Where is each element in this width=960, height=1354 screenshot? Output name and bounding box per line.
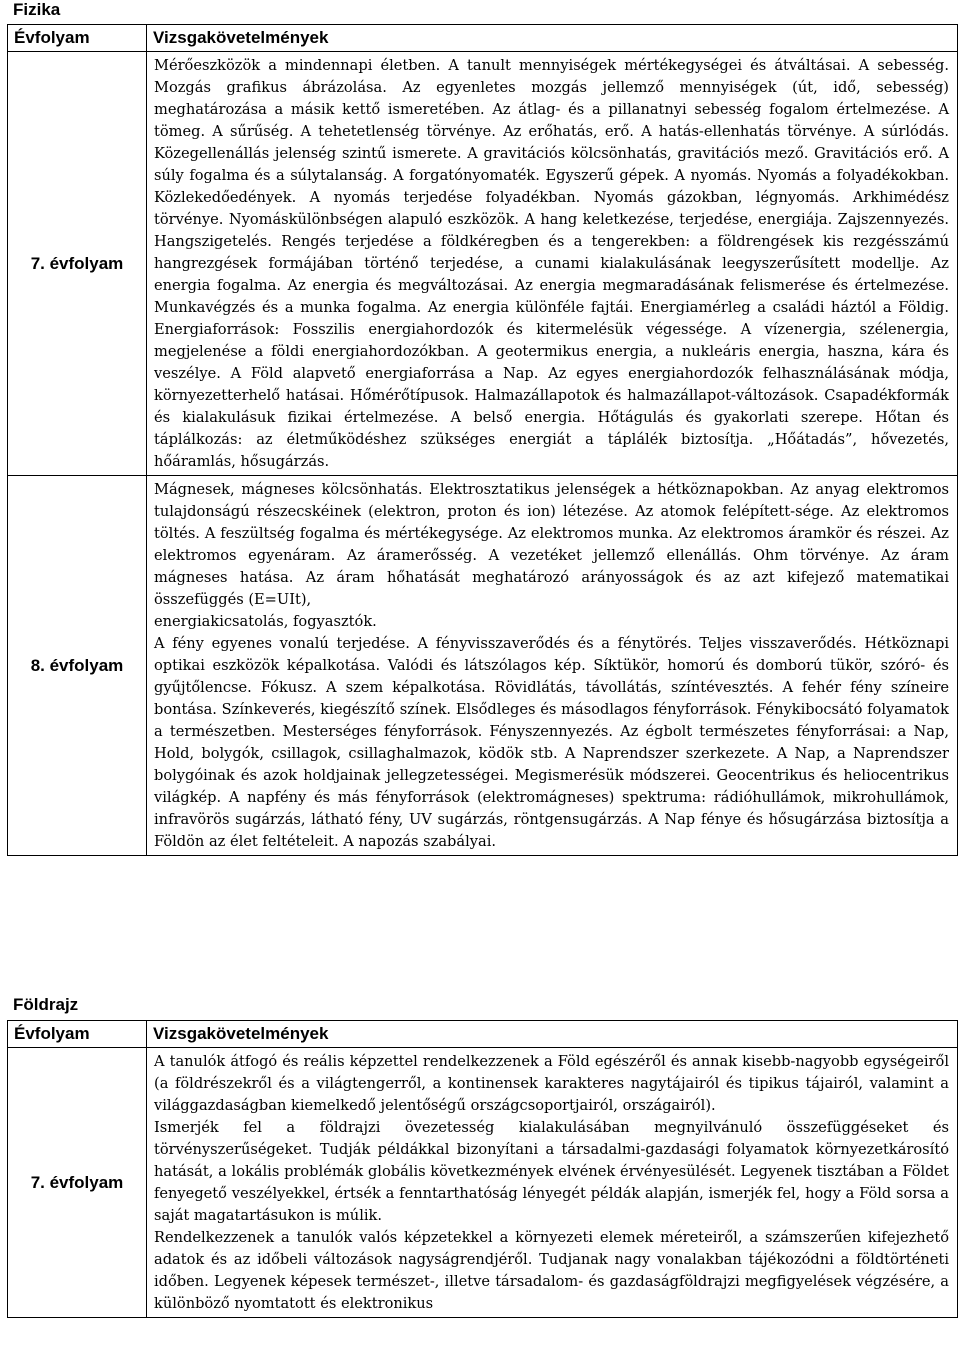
requirements-cell <box>147 476 958 856</box>
table-row <box>8 1048 958 1318</box>
requirements-paragraph: Mérőeszközök a mindennapi életben. A tanult mennyiségek mértékegységei és átváltásai. A sebesség. Mozgás grafikus ábrázolása. Az egyenletes mozgás jellemző mennyiségek (út, idő, sebesség) meghatározása a másik kettő ismeretében. Az átlag- és a pillanatnyi sebesség fogalom értelmezése. A tömeg. A sűrűség. A tehetetlenség törvénye. Az erőhatás, erő. A hatás-ellenhatás törvénye. A súrlódás. Közegellenállás jelenség szintű ismerete. A gravitációs kölcsönhatás, gravitációs mező. Gravitációs erő. A súly fogalma és a súlytalanság. A forgatónyomaték. Egyszerű gépek. A nyomás. Nyomás a folyadékokban. Közlekedőedények. A nyomás terjedése folyadékban. Nyomás gázokban, légnyomás. Arkhimédész törvénye. Nyomáskülönbségen alapuló eszközök. A hang keletkezése, terjedése, energiája. Zajszennyezés. Hangszigetelés. Rengés terjedése a földkéregben és a tengerekben: a földrengések kis rezgésszámú hangrezgések formájában történő terjedése, a cunami kialakulásának leegyszerűsített modellje. Az energia fogalma. Az energia és megváltozásai. Az energia megmaradásának felismerése és értelmezése. Munkavégzés és a munka fogalma. Az energia különféle fajtái. Energiamérleg a családi háztól a Földig. Energiaforrások: Fosszilis energiahordozók és kitermelésük végessége. A vízenergia, szélenergia, megjelenése a földi energiahordozókban. A geotermikus energia, a nukleáris energia, haszna, kára és veszélye. A Föld alapvető energiaforrása a Nap. Az egyes energiahordozók felhasználásának módja, környezetterhelő hatásai. Hőmérőtípusok. Halmazállapotok és halmazállapot-változások. Csapadékformák és kialakulásuk fizikai értelmezése. A belső energia. Hőtágulás és gyakorlati szerepe. Hőtan és táplálkozás: az életműködéshez szükséges energiát a táplálék biztosítja. „Hőátadás”, hővezetés, hőáramlás, hősugárzás. <box>154 57 949 470</box>
header-vizsgakovetelmenyek: Vizsgakövetelmények <box>147 1021 958 1048</box>
section-title-fizika: Fizika <box>13 0 61 19</box>
requirements-paragraph: Ismerjék fel a földrajzi övezetesség kialakulásában megnyilvánuló összefüggéseket és törvényszerűségeket. Tudják példákkal bizonyítani a társadalmi-gazdasági folyamatok környezetkárosító hatását, a lokális problémák globális következmények elvének érvényesülését. Legyenek tisztában a Földet fenyegető veszélyekkel, értsék a fenntarthatóság lényegét példák alapján, ismerjék fel, hogy a Föld sorsa a saját magatartásukon is múlik. <box>154 1119 949 1224</box>
requirements-paragraph: Mágnesek, mágneses kölcsönhatás. Elektrosztatikus jelenségek a hétköznapokban. Az anyag elektromos tulajdonságú részecskéinek (elektron, proton és ion) létezése. Az atomok felépített-sége. Az elektromos töltés. A feszültség fogalma és mértékegysége. Az elektromos munka. Az elektromos áramkör és részei. Az elektromos egyenáram. Az áramerősség. A vezetéket jellemző ellenállás. Ohm törvénye. Az áram mágneses hatása. Az áram hőhatását meghatározó arányosságok és az azt kifejező matematikai összefüggés (E=UIt), <box>154 481 949 608</box>
table-header-row <box>8 25 958 52</box>
requirements-paragraph: Rendelkezzenek a tanulók valós képzetekkel a környezeti elemek méreteiről, a számszerűen kifejezhető adatok és az időbeli változások nagyságrendjéről. Tudjanak nagy vonalakban tájékozódni a földtörténeti időben. Legyenek képesek természet-, illetve társadalom- és gazdaságföldrajzi megfigyelések végzésére, a különböző nyomtatott és elektronikus <box>154 1229 949 1312</box>
table-row <box>8 52 958 476</box>
requirements-cell <box>147 1048 958 1318</box>
requirements-paragraph: energiakicsatolás, fogyasztók. <box>154 613 377 630</box>
fizika-table <box>7 24 958 856</box>
requirements-paragraph: A fény egyenes vonalú terjedése. A fényvisszaverődés és a fénytörés. Teljes visszaverődés. Hétköznapi optikai eszközök képalkotása. Valódi és látszólagos kép. Síktükör, homorú és domború tükör, szóró- és gyűjtőlencse. Fókusz. A szem képalkotása. Rövidlátás, távollátás, színtévesztés. A fehér fény színeire bontása. Színkeverés, kiegészítő színek. Elsődleges és másodlagos fényforrások. Fénykibocsátó folyamatok a természetben. Mesterséges fényforrások. Fényszennyezés. Az égbolt természetes fényforrásai: a Nap, Hold, bolygók, csillagok, csillaghalmazok, ködök stb. A Naprendszer szerkezete. A Nap, a Naprendszer bolygóinak és azok holdjainak jellegzetességei. Megismerésük módszerei. Geocentrikus és heliocentrikus világkép. A napfény és más fényforrások (elektromágneses) spektruma: rádióhullámok, mikrohullámok, infravörös sugárzás, látható fény, UV sugárzás, röntgensugárzás. A Nap fénye és hősugárzása biztosítja a Földön az élet feltételeit. A napozás szabályai. <box>154 635 949 850</box>
section-title-foldrajz: Földrajz <box>13 995 79 1014</box>
table-row <box>8 476 958 856</box>
requirements-cell <box>147 52 958 476</box>
header-evfolyam: Évfolyam <box>8 1021 147 1048</box>
year-cell: 7. évfolyam <box>8 1048 147 1318</box>
header-vizsgakovetelmenyek: Vizsgakövetelmények <box>147 25 958 52</box>
header-evfolyam: Évfolyam <box>8 25 147 52</box>
foldrajz-table <box>7 1020 958 1318</box>
table-header-row <box>8 1021 958 1048</box>
year-cell: 7. évfolyam <box>8 52 147 476</box>
year-cell: 8. évfolyam <box>8 476 147 856</box>
requirements-paragraph: A tanulók átfogó és reális képzettel rendelkezzenek a Föld egészéről és annak kisebb-nagyobb egységeiről (a földrészekről és a világtengerről, a kontinensek karakteres nagytájairól és tipikus tájairól, valamint a világgazdaságban kiemelkedő jelentőségű országcsoportjairól, országairól). <box>154 1053 949 1114</box>
